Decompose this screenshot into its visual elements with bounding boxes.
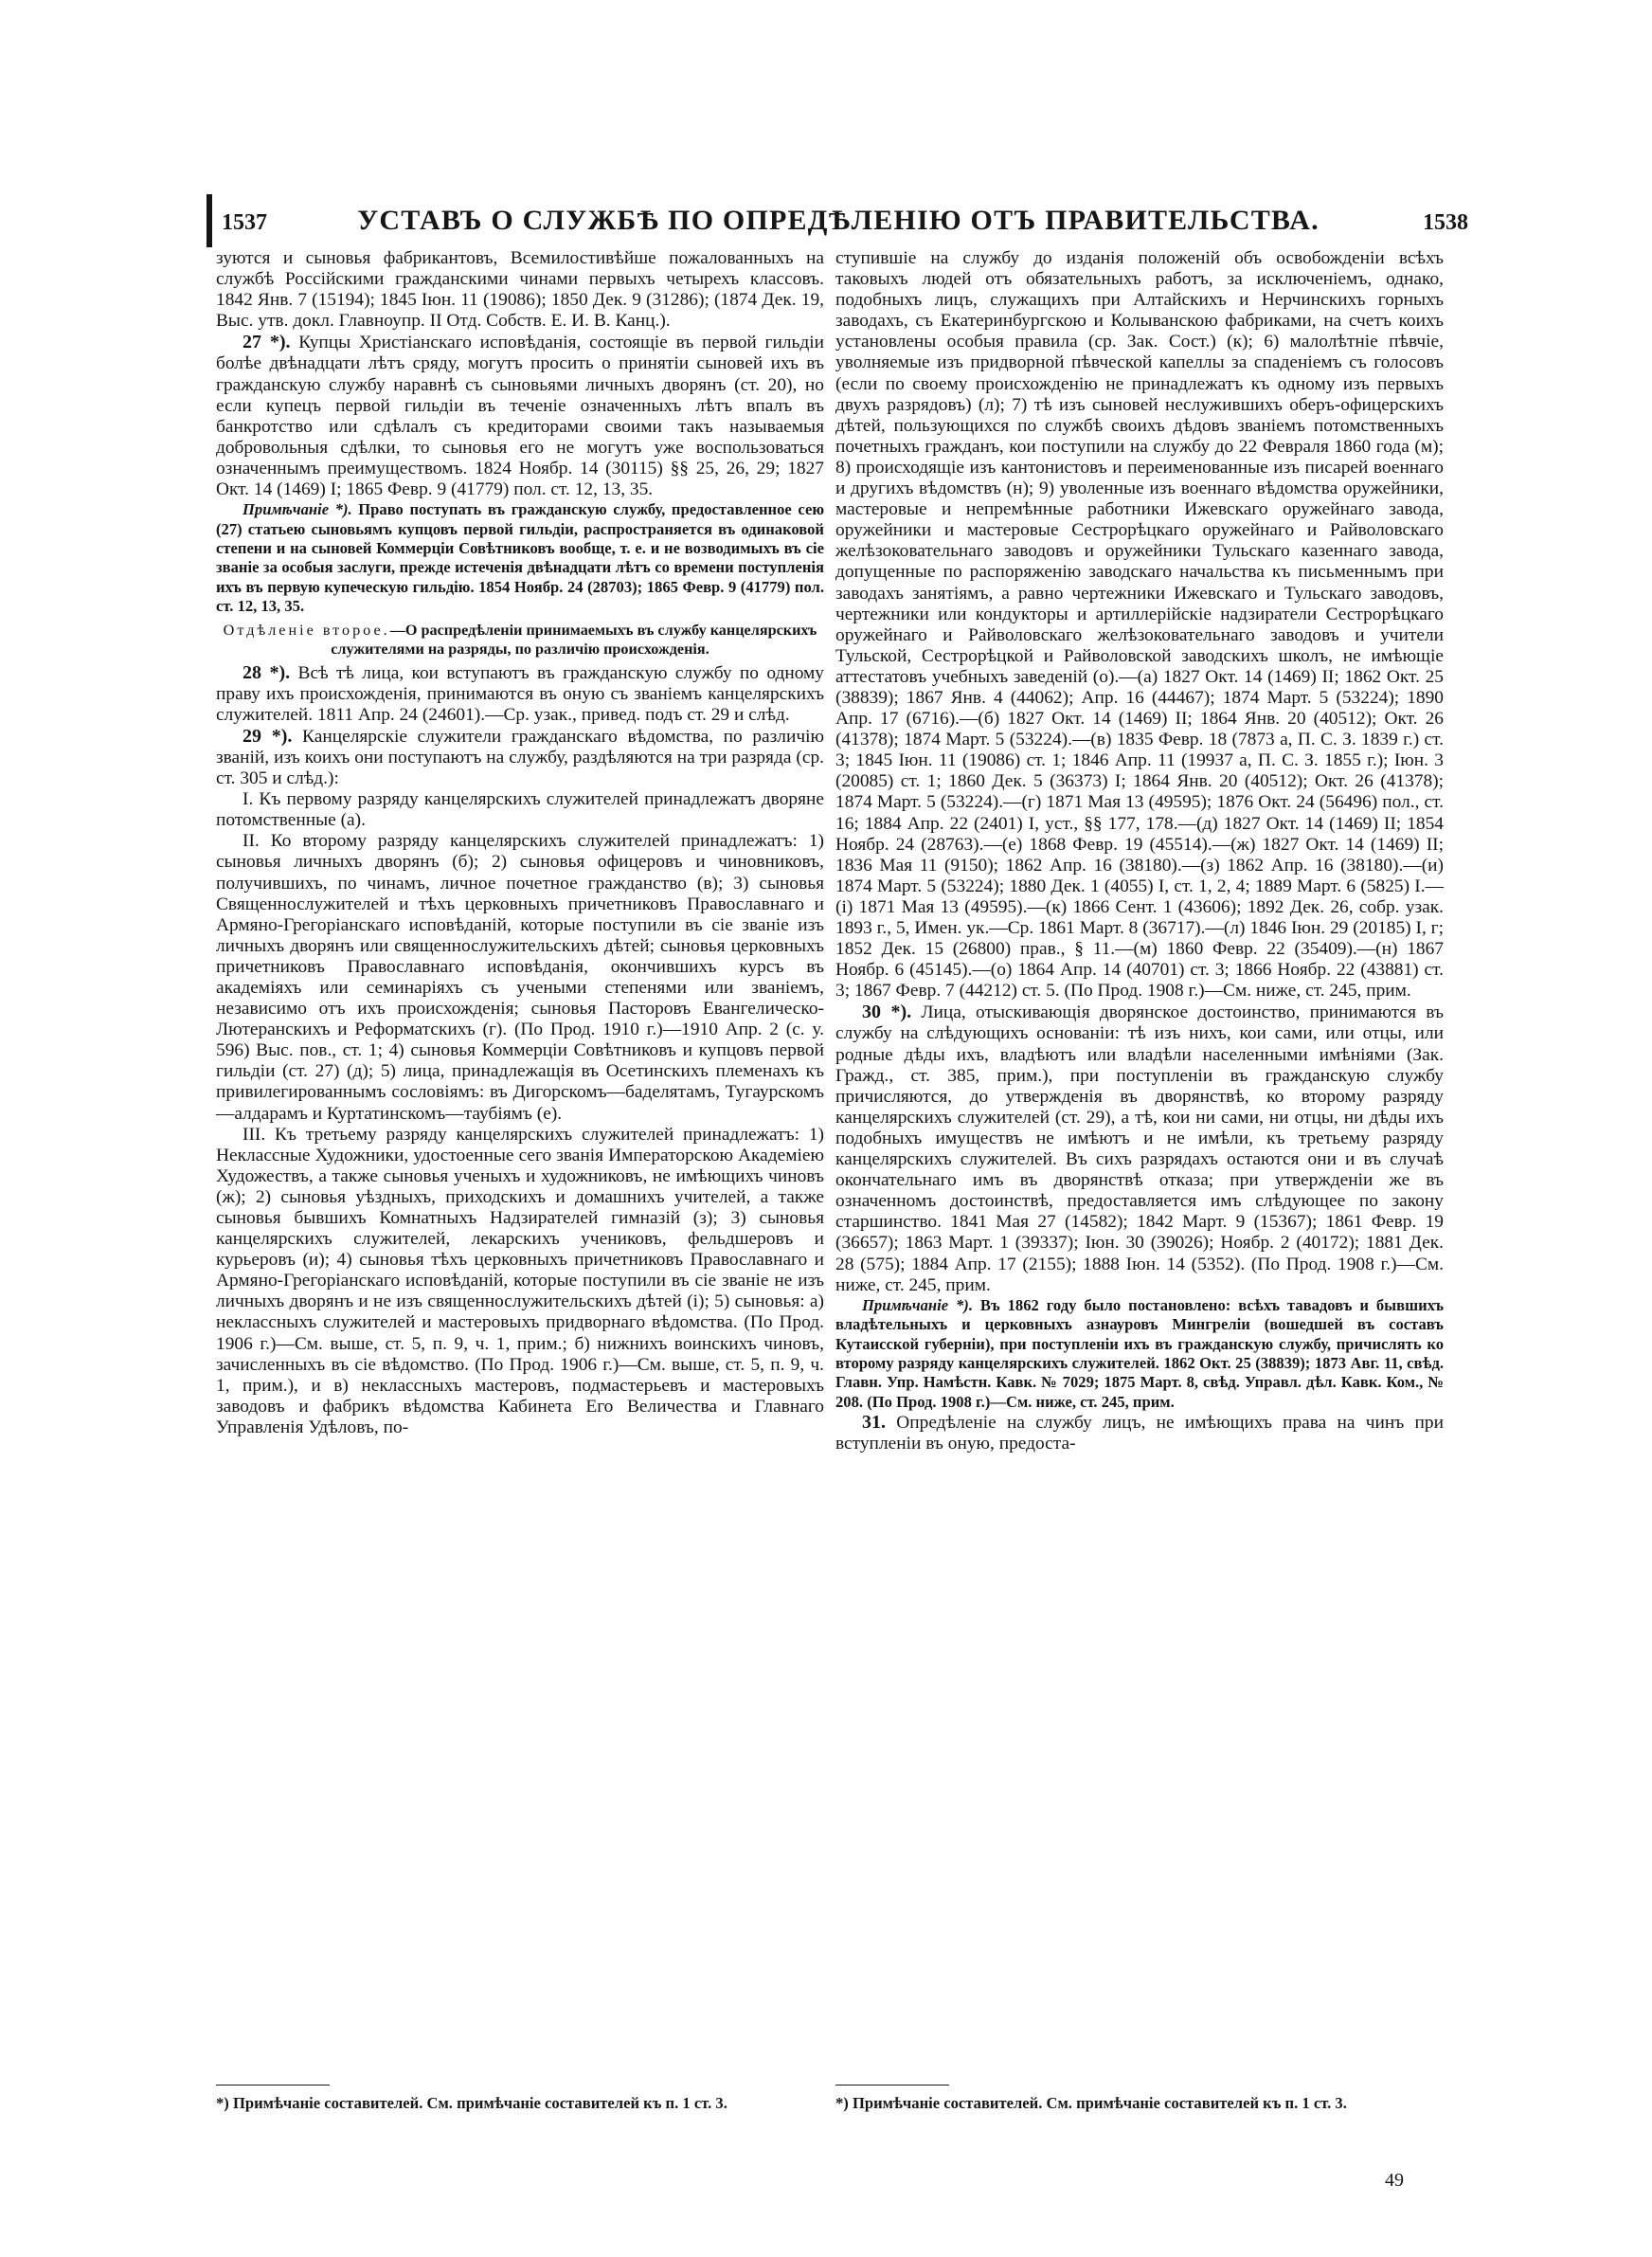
article-27 — [216, 332, 824, 500]
running-title: УСТАВЪ О СЛУЖБѢ ПО ОПРЕДѢЛЕНІЮ ОТЪ ПРАВИТЕЛЬСТВА. — [357, 205, 1320, 236]
section-title: —О распредѣленіи принимаемыхъ въ службу канцелярскихъ служителями на разряды, по различію происхожденія. — [331, 621, 817, 658]
article-29 — [216, 726, 824, 789]
note-label: Примѣчаніе *). — [862, 1295, 973, 1314]
right-column — [835, 248, 1444, 1454]
page-number-right: 1538 — [1423, 210, 1468, 235]
note-text: Въ 1862 году было постановлено: всѣхъ тавадовъ и бывшихъ владѣтельныхъ и церковныхъ азнауровъ Мингреліи (вошедшей въ составъ Кутаисской губерніи), при поступленіи ихъ въ гражданскую службу, причислять ко второму разряду канцелярскихъ служителей. 1862 Окт. 25 (38839); 1873 Авг. 11, свѣд. Главн. Упр. Намѣстн. Кавк. № 7029; 1875 Март. 8, свѣд. Управл. дѣл. Кавк. Ком., № 208. (По Прод. 1908 г.)—См. ниже, ст. 245, прим. — [835, 1295, 1444, 1411]
article-number: 31. — [862, 1412, 886, 1434]
left-column — [216, 248, 824, 1438]
section-label: Отдѣленіе второе. — [223, 621, 390, 639]
note-27 — [216, 500, 824, 616]
article-text: Всѣ тѣ лица, кои вступаютъ въ гражданскую службу по одному праву ихъ происхожденія, принимаются въ оную съ званіемъ канцелярскихъ служителей. 1811 Апр. 24 (24601).—Ср. узак., привед. подъ ст. 29 и слѣд. — [216, 662, 824, 725]
article-31 — [835, 1412, 1444, 1454]
category-2: II. Ко второму разряду канцелярскихъ служителей принадлежатъ: 1) сыновья личныхъ дворянъ (б); 2) сыновья офицеровъ и чиновниковъ, получившихъ, по чинамъ, личное почетное гражданство (в); 3) сыновья Священнослужителей и тѣхъ церковныхъ причетниковъ Православнаго и Армяно-Грегоріанскаго исповѣданій, которые поступили въ сіе званіе изъ личныхъ дворянъ или священнослужительскихъ дѣтей; сыновья церковныхъ причетниковъ Православнаго исповѣданія, окончившихъ курсъ въ академіяхъ или семинаріяхъ съ учеными степенями или званіемъ, независимо отъ ихъ происхожденія; сыновья Пасторовъ Евангелическо-Лютеранскихъ и Реформатскихъ (г). (По Прод. 1910 г.)—1910 Апр. 2 (с. у. 596) Выс. пов., ст. 1; 4) сыновья Коммерціи Совѣтниковъ и купцовъ первой гильдіи (ст. 27) (д); 5) лица, принадлежащія въ Осетинскихъ племенахъ къ привилегированнымъ сословіямъ: въ Дигорскомъ—баделятамъ, Тугаурскомъ—алдарамъ и Куртатинскомъ—таубіямъ (е). — [216, 831, 824, 1124]
article-text: Опредѣленіе на службу лицъ, не имѣющихъ права на чинъ при вступленіи въ оную, предоста- — [835, 1413, 1444, 1454]
article-number: 29 *). — [242, 725, 293, 747]
note-label: Примѣчаніе *). — [242, 500, 352, 519]
sheet-number: 49 — [1385, 2170, 1404, 2191]
article-number: 27 *). — [242, 332, 291, 353]
article-number: 28 *). — [242, 661, 291, 683]
article-text: Лица, отыскивающія дворянское достоинство, принимаются въ службу на слѣдующихъ основаніи: тѣ изъ нихъ, кои сами, или отцы, или родные дѣды ихъ, владѣютъ или владѣли населенными имѣніями (Зак. Гражд., ст. 385, прим.), при поступленіи въ гражданскую службу причисляются, до утвержденія въ дворянствѣ, ко второму разряду канцелярскихъ служителей (ст. 29), а тѣ, кои ни сами, ни отцы, ни дѣды ихъ подобныхъ имуществъ не имѣютъ и не имѣли, къ третьему разряду канцелярскихъ служителей. Въ сихъ разрядахъ остаются они и въ случаѣ окончательнаго имъ въ дворянствѣ отказа; при утвержденіи же въ означенномъ достоинствѣ, предоставляется имъ слѣдующее по закону старшинство. 1841 Мая 27 (14582); 1842 Март. 9 (15367); 1861 Февр. 19 (36657); 1863 Март. 1 (39337); Іюн. 30 (39026); Ноябр. 2 (40172); 1881 Дек. 28 (575); 1884 Апр. 17 (2155); 1888 Іюн. 14 (5352). (По Прод. 1908 г.)—См. ниже, ст. 245, прим. — [835, 1002, 1444, 1295]
section-heading — [216, 621, 824, 659]
footnote-left: *) Примѣчаніе составителей. См. примѣчаніе составителей къ п. 1 ст. 3. — [216, 2094, 727, 2112]
article-30 — [835, 1002, 1444, 1295]
article-number: 30 *). — [862, 1002, 912, 1023]
footnote-right: *) Примѣчаніе составителей. См. примѣчаніе составителей къ п. 1 ст. 3. — [835, 2094, 1347, 2112]
category-3: III. Къ третьему разряду канцелярскихъ служителей принадлежатъ: 1) Неклассные Художники, удостоенные сего званія Императорскою Академіею Художествъ, а также сыновья ученыхъ и художниковъ, не имѣющихъ чиновъ (ж); 2) сыновья уѣздныхъ, приходскихъ и домашнихъ учителей, а также сыновья бывшихъ Комнатныхъ Надзирателей гимназій (з); 3) сыновья канцелярскихъ служителей, лекарскихъ учениковъ, фельдшеровъ и курьеровъ (и); 4) сыновья тѣхъ церковныхъ причетниковъ Православнаго и Армяно-Грегоріанскаго исповѣданій, которые поступили въ сіе званіе не изъ личныхъ дворянъ и не изъ священнослужительскихъ дѣтей (і); 5) сыновья: а) неклассныхъ служителей и мастеровыхъ придворнаго вѣдомства. (По Прод. 1906 г.)—См. выше, ст. 5, п. 9, ч. 1, прим.; б) нижнихъ воинскихъ чиновъ, зачисленныхъ въ сіе вѣдомство. (По Прод. 1906 г.)—См. выше, ст. 5, п. 9, ч. 1, прим.), и в) неклассныхъ мастеровъ, подмастерьевъ и мастеровыхъ заводовъ и фабрикъ вѣдомства Кабинета Его Величества и Главнаго Управленія Удѣловъ, по- — [216, 1124, 824, 1437]
page-number-left: 1537 — [222, 210, 267, 235]
article-text: Купцы Христіанскаго исповѣданія, состоящіе въ первой гильдіи болѣе двѣнадцати лѣтъ сряду, могутъ просить о принятіи сыновей ихъ въ гражданскую службу наравнѣ съ сыновьями личныхъ дворянъ (ст. 20), но если купецъ первой гильдіи въ теченіе означенныхъ лѣтъ впалъ въ банкротство или сдѣлалъ съ кредиторами своими такъ называемыя добровольныя сдѣлки, то сыновья его не могутъ уже воспользоваться означеннымъ преимуществомъ. 1824 Ноябр. 14 (30115) §§ 25, 26, 29; 1827 Окт. 14 (1469) I; 1865 Февр. 9 (41779) пол. ст. 12, 13, 35. — [216, 333, 824, 500]
note-text: Право поступать въ гражданскую службу, предоставленное сею (27) статьею сыновьямъ купцовъ первой гильдіи, распространяется въ одинаковой степени и на сыновей Коммерціи Совѣтниковъ вообще, т. е. и не возводимыхъ въ сіе званіе за особыя заслуги, прежде истеченія двѣнадцати лѣтъ со времени поступленія ихъ въ первую купеческую гильдію. 1854 Ноябр. 24 (28703); 1865 Февр. 9 (41779) пол. ст. 12, 13, 35. — [216, 500, 824, 616]
note-30 — [835, 1296, 1444, 1412]
paragraph-continuation: зуются и сыновья фабрикантовъ, Всемилостивѣйше пожалованныхъ на службѣ Россійскими гражданскими чинами первыхъ четырехъ классовъ. 1842 Янв. 7 (15194); 1845 Іюн. 11 (19086); 1850 Дек. 9 (31286); (1874 Дек. 19, Выс. утв. докл. Главноупр. II Отд. Собств. Е. И. В. Канц.). — [216, 248, 824, 332]
paragraph-continuation: ступившіе на службу до изданія положеній объ освобожденіи всѣхъ таковыхъ людей отъ обязательныхъ работъ, за исключеніемъ, однако, подобныхъ лицъ, служащихъ при Алтайскихъ и Нерчинскихъ горныхъ заводахъ, съ Екатеринбургскою и Колыванскою фабриками, на счетъ коихъ установлены особыя правила (ср. Зак. Сост.) (к); 6) малолѣтніе пѣвчіе, уволняемые изъ придворной пѣвческой капеллы за спаденіемъ съ голосовъ (если по своему происхожденію не принадлежатъ къ одному изъ первыхъ двухъ разрядовъ) (л); 7) тѣ изъ сыновей нeслужившихъ оберъ-офицерскихъ дѣтей, пользующихся по службѣ своихъ дѣдовъ званіемъ потомственныхъ почетныхъ гражданъ, кои поступили на службу до 22 Февраля 1860 года (м); 8) происходящіе изъ кантонистовъ и переименованные изъ писарей военнаго и другихъ вѣдомствъ (н); 9) уволенные изъ военнаго вѣдомства оружейники, мастеровые и непремѣнные работники Ижевскаго оружейнаго завода, оружейники и мастеровые Сестрорѣцкаго оружейнаго и Райволовскаго желѣзоковательнаго заводовъ и оружейники Тульскаго казеннаго завода, допущенные по распоряженію заводскаго начальства къ письменнымъ при заводахъ занятіямъ, а равно чертежники Ижевскаго и Тульскаго заводовъ, чертежники или кондукторы и артиллерійскіе надзиратели Сестрорѣцкаго оружейнаго и Райволовскаго желѣзоковательнаго заводовъ и учители Тульской, Сестрорѣцкой и Райволовской заводскихъ школъ, не имѣющіе аттестатовъ учебныхъ заведеній (о).—(а) 1827 Окт. 14 (1469) II; 1862 Окт. 25 (38839); 1867 Янв. 4 (44062); Апр. 16 (44467); 1874 Март. 5 (53224); 1890 Апр. 17 (6716).—(б) 1827 Окт. 14 (1469) II; 1864 Янв. 20 (40512); Окт. 26 (41378); 1874 Март. 5 (53224).—(в) 1835 Февр. 18 (7873 а, П. С. З. 1839 г.) ст. 3; 1845 Іюн. 11 (19086) ст. 1; 1846 Апр. 11 (19937 а, П. С. З. 1855 г.); Іюн. 3 (20085) ст. 1; 1860 Дек. 5 (36373) I; 1864 Янв. 20 (40512); Окт. 26 (41378); 1874 Март. 5 (53224).—(г) 1871 Мая 13 (49595); 1876 Окт. 24 (56496) пол., ст. 16; 1884 Апр. 22 (2401) I, уст., §§ 177, 178.—(д) 1827 Окт. 14 (1469) II; 1854 Ноябр. 24 (28763).—(е) 1868 Февр. 19 (45514).—(ж) 1827 Окт. 14 (1469) II; 1836 Мая 11 (9150); 1862 Апр. 16 (38180).—(з) 1862 Апр. 16 (38180).—(и) 1874 Март. 5 (53224); 1880 Дек. 1 (4055) I, ст. 1, 2, 4; 1889 Март. 6 (5825) I.—(і) 1871 Мая 13 (49595).—(к) 1866 Сент. 1 (43606); 1892 Дек. 26, собр. узак. 1893 г., 5, Имен. ук.—Ср. 1861 Март. 8 (36717).—(л) 1846 Іюн. 29 (20185) I, г; 1852 Дек. 15 (26800) прав., § 11.—(м) 1860 Февр. 22 (35409).—(н) 1867 Ноябр. 6 (45145).—(о) 1864 Апр. 14 (40701) ст. 3; 1866 Ноябр. 22 (43881) ст. 3; 1867 Февр. 7 (44212) ст. 5. (По Прод. 1908 г.)—См. ниже, ст. 245, прим. — [835, 248, 1444, 1002]
article-text: Канцелярскіе служители гражданскаго вѣдомства, по различію званій, изъ коихъ они поступаютъ на службу, раздѣляются на три разряда (ср. ст. 305 и слѣд.): — [216, 726, 824, 789]
category-1: I. Къ первому разряду канцелярскихъ служителей принадлежатъ дворяне потомственные (а). — [216, 789, 824, 831]
article-28 — [216, 662, 824, 726]
page-header — [208, 201, 1468, 243]
